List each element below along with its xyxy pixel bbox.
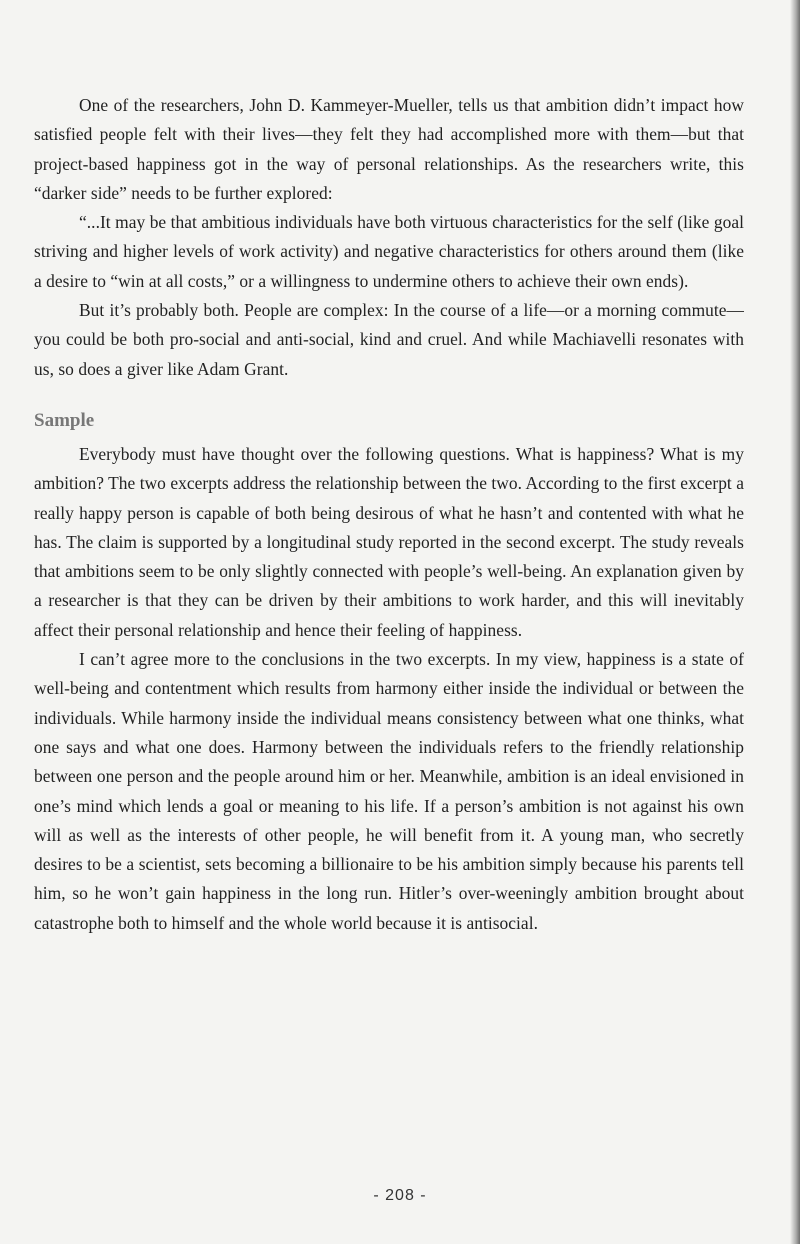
section-heading-sample: Sample bbox=[34, 409, 95, 431]
sample-paragraph-1: Everybody must have thought over the following questions. What is happiness? What is my ambition? The two excerpts address the relationship between the two. According to the first excerpt a really happy person is capable of both being desirous of what he hasn’t and contented with what he has. The claim is supported by a longitudinal study reported in the second excerpt. The study reveals that ambitions seem to be only slightly connected with people’s well-being. An explanation given by a researcher is that they can be driven by their ambitions to work harder, and this will inevitably affect their personal relationship and hence their feeling of happiness. bbox=[34, 443, 744, 640]
intro-paragraph-2: “...It may be that ambitious individuals have both virtuous characteristics for the self (like goal striving and higher levels of work activity) and negative characteristics for others around them (like a desire to “win at all costs,” or a willingness to undermine others to achieve their own ends). bbox=[34, 212, 744, 291]
page-number: - 208 - bbox=[373, 1187, 427, 1204]
intro-paragraph-3: But it’s probably both. People are complex: In the course of a life—or a morning commute—you could be both pro-social and anti-social, kind and cruel. And while Machiavelli resonates with us, so does a giver like Adam Grant. bbox=[34, 300, 744, 379]
page-body bbox=[34, 91, 744, 938]
intro-paragraph-1: One of the researchers, John D. Kammeyer-Mueller, tells us that ambition didn’t impact how satisfied people felt with their lives—they felt they had accomplished more with them—but that project-based happiness got in the way of personal relationships. As the researchers write, this “darker side” needs to be further explored: bbox=[34, 95, 744, 203]
sample-paragraph-2: I can’t agree more to the conclusions in the two excerpts. In my view, happiness is a state of well-being and contentment which results from harmony either inside the individual or between the individuals. While harmony inside the individual means consistency between what one thinks, what one says and what one does. Harmony between the individuals refers to the friendly relationship between one person and the people around him or her. Meanwhile, ambition is an ideal envisioned in one’s mind which lends a goal or meaning to his life. If a person’s ambition is not against his own will as well as the interests of other people, he will benefit from it. A young man, who secretly desires to be a scientist, sets becoming a billionaire to be his ambition simply because his parents tell him, so he won’t gain happiness in the long run. Hitler’s over-weeningly ambition brought about catastrophe both to himself and the whole world because it is antisocial. bbox=[34, 649, 744, 933]
page-edge-shadow bbox=[790, 0, 800, 1244]
